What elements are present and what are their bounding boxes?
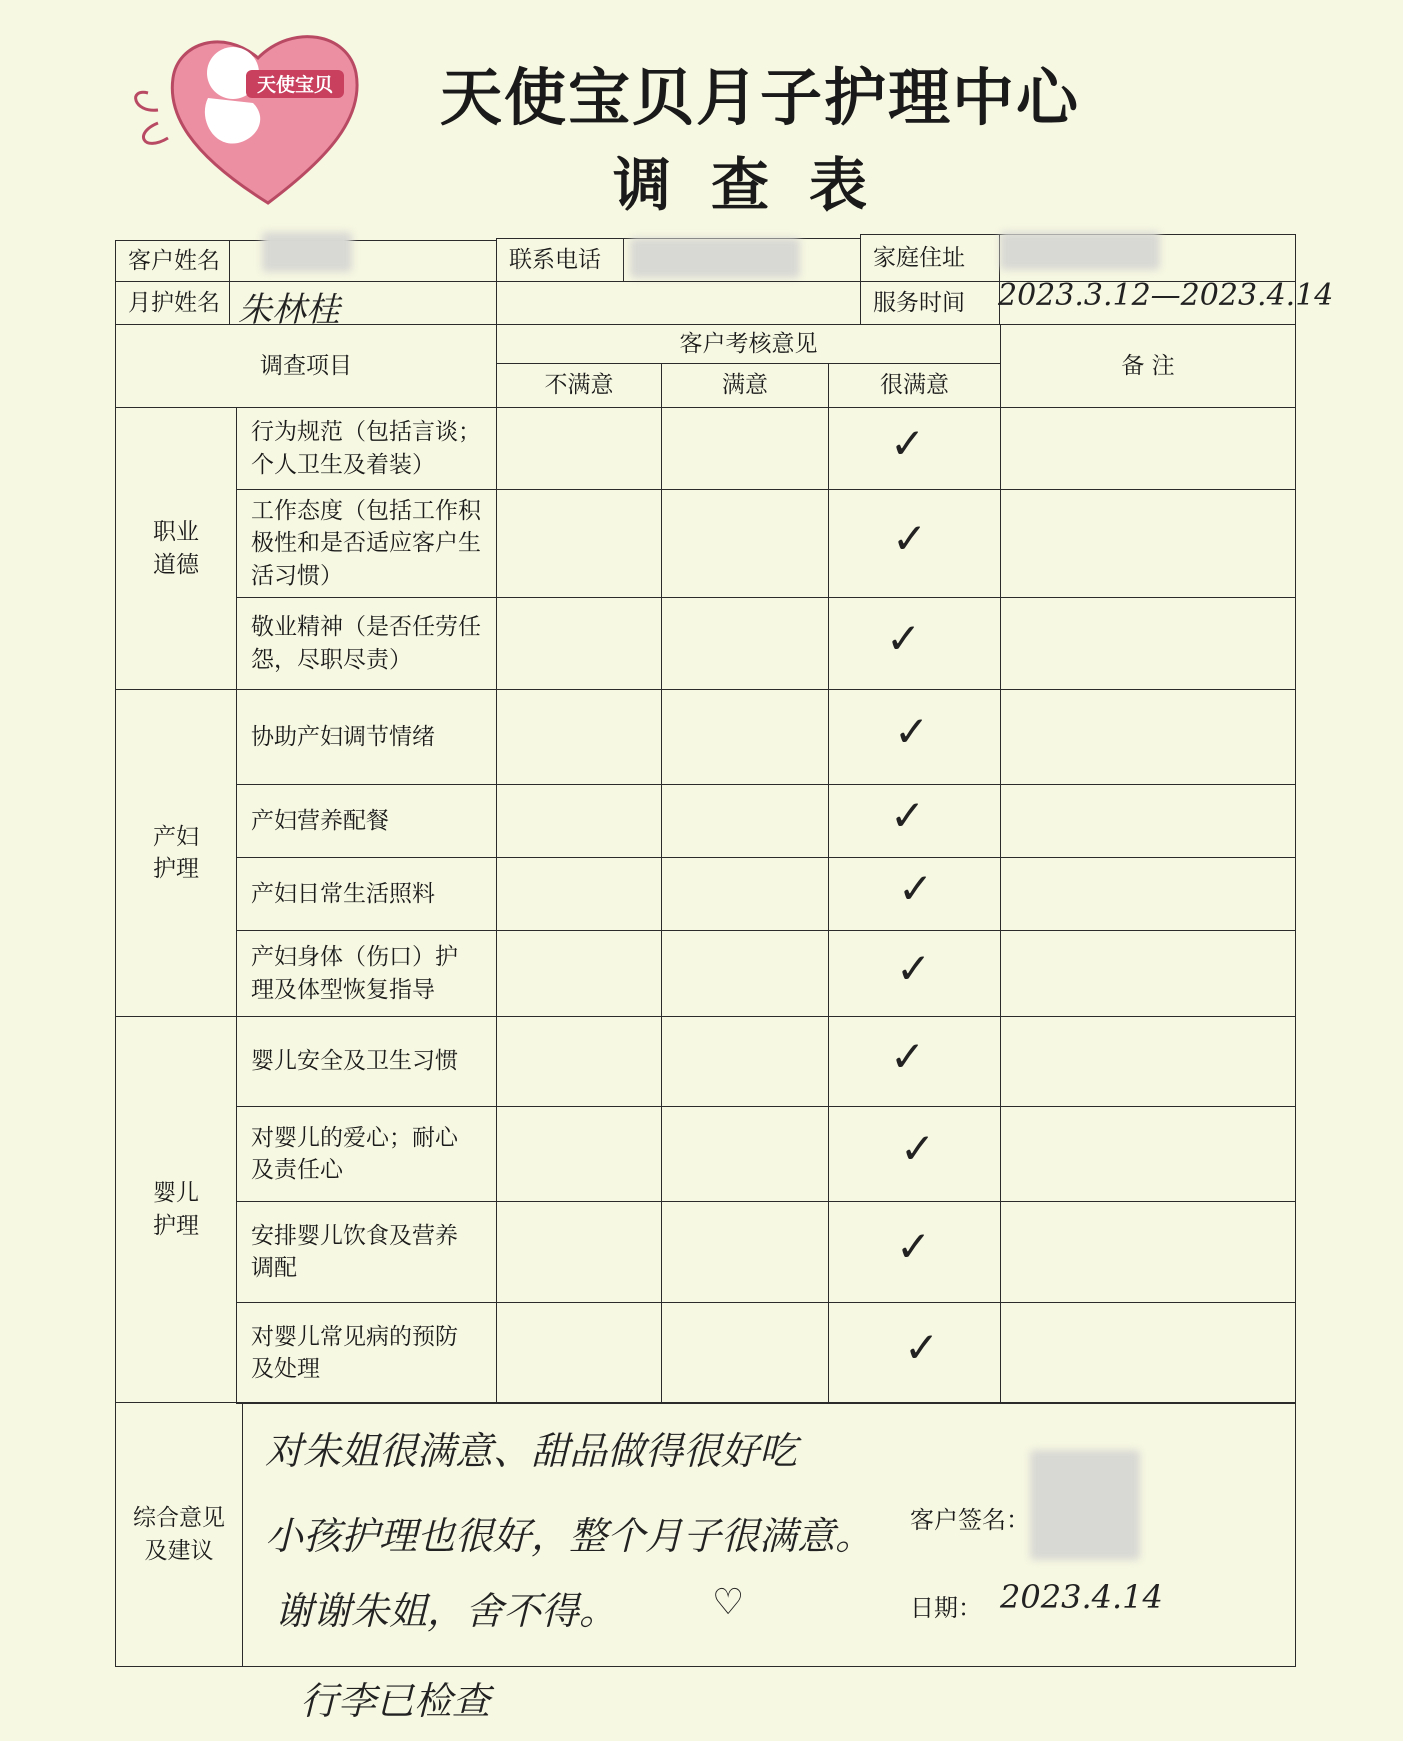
not-satisfied-cell xyxy=(496,784,662,858)
survey-item-11: 对婴儿常见病的预防 及处理 xyxy=(236,1302,497,1404)
summary-line-3: 谢谢朱姐，舍不得。 xyxy=(275,1589,618,1633)
survey-item-7: 产妇身体（伤口）护 理及体型恢复指导 xyxy=(236,930,497,1017)
satisfied-cell xyxy=(661,489,829,598)
remarks-cell xyxy=(1000,1106,1296,1202)
remarks-cell xyxy=(1000,407,1296,490)
not-satisfied-cell xyxy=(496,1201,662,1303)
address-label: 家庭住址 xyxy=(860,234,1000,282)
remarks-cell xyxy=(1000,489,1296,598)
service-time-value: 2023.3.12—2023.4.14 xyxy=(998,278,1334,313)
redacted-phone xyxy=(630,238,800,278)
not-satisfied-cell xyxy=(496,1302,662,1404)
service-time-label: 服务时间 xyxy=(860,281,1000,325)
not-satisfied-cell xyxy=(496,597,662,690)
remarks-cell xyxy=(1000,689,1296,785)
not-satisfied-cell xyxy=(496,489,662,598)
check-mark: ✓ xyxy=(892,513,928,563)
phone-label: 联系电话 xyxy=(496,238,624,282)
satisfied-cell xyxy=(661,689,829,785)
heart-logo xyxy=(128,18,398,208)
check-mark: ✓ xyxy=(896,943,932,993)
nurse-name-value: 朱林桂 xyxy=(238,290,340,330)
not-satisfied-header: 不满意 xyxy=(496,363,662,408)
date-label: 日期： xyxy=(910,1594,982,1622)
not-satisfied-cell xyxy=(496,407,662,490)
summary-line-4: 行李已检查 xyxy=(300,1679,491,1723)
survey-item-2: 工作态度（包括工作积 极性和是否适应客户生 活习惯） xyxy=(236,489,497,598)
blank-cell xyxy=(496,281,861,325)
satisfied-cell xyxy=(661,597,829,690)
satisfied-cell xyxy=(661,407,829,490)
remarks-cell xyxy=(1000,1016,1296,1107)
remarks-cell xyxy=(1000,1302,1296,1404)
page-title: 天使宝贝月子护理中心 xyxy=(439,61,1080,134)
not-satisfied-cell xyxy=(496,930,662,1017)
heart-doodle: ♡ xyxy=(712,1582,745,1623)
customer-name-label: 客户姓名 xyxy=(115,240,230,282)
category-mother-care: 产妇 护理 xyxy=(115,689,237,1017)
check-mark: ✓ xyxy=(898,864,934,913)
not-satisfied-cell xyxy=(496,1016,662,1107)
page-subtitle: 调查表 xyxy=(612,151,907,219)
not-satisfied-cell xyxy=(496,689,662,785)
summary-label: 综合意见 及建议 xyxy=(115,1402,243,1667)
survey-item-5: 产妇营养配餐 xyxy=(236,784,497,858)
check-mark: ✓ xyxy=(890,791,926,840)
satisfied-cell xyxy=(661,784,829,858)
remarks-cell xyxy=(1000,857,1296,931)
check-mark: ✓ xyxy=(886,613,922,663)
survey-item-8: 婴儿安全及卫生习惯 xyxy=(236,1016,497,1107)
signature-label: 客户签名： xyxy=(910,1506,1030,1534)
remarks-cell xyxy=(1000,597,1296,690)
very-satisfied-header: 很满意 xyxy=(828,363,1001,408)
not-satisfied-cell xyxy=(496,857,662,931)
satisfied-cell xyxy=(661,930,829,1017)
check-mark: ✓ xyxy=(894,707,930,756)
satisfied-cell xyxy=(661,857,829,931)
remarks-cell xyxy=(1000,930,1296,1017)
survey-item-3: 敬业精神（是否任劳任 怨，尽职尽责） xyxy=(236,597,497,690)
not-satisfied-cell xyxy=(496,1106,662,1202)
redacted-address xyxy=(1000,232,1160,270)
satisfied-cell xyxy=(661,1106,829,1202)
redacted-signature xyxy=(1030,1450,1140,1560)
satisfied-cell xyxy=(661,1201,829,1303)
category-baby-care: 婴儿 护理 xyxy=(115,1016,237,1403)
check-mark: ✓ xyxy=(900,1124,936,1173)
remarks-cell xyxy=(1000,784,1296,858)
opinion-header: 客户考核意见 xyxy=(496,324,1001,364)
summary-line-2: 小孩护理也很好，整个月子很满意。 xyxy=(265,1514,874,1558)
nurse-name-label: 月护姓名 xyxy=(115,281,230,325)
check-mark: ✓ xyxy=(890,418,926,468)
survey-item-9: 对婴儿的爱心；耐心 及责任心 xyxy=(236,1106,497,1202)
satisfied-header: 满意 xyxy=(661,363,829,408)
survey-item-4: 协助产妇调节情绪 xyxy=(236,689,497,785)
check-mark: ✓ xyxy=(904,1323,940,1372)
redacted-customer-name xyxy=(262,232,352,272)
satisfied-cell xyxy=(661,1302,829,1404)
check-mark: ✓ xyxy=(890,1031,926,1081)
survey-item-6: 产妇日常生活照料 xyxy=(236,857,497,931)
category-professional-ethics: 职业 道德 xyxy=(115,407,237,690)
summary-line-1: 对朱姐很满意、甜品做得很好吃 xyxy=(265,1429,798,1473)
survey-item-10: 安排婴儿饮食及营养 调配 xyxy=(236,1201,497,1303)
survey-item-header: 调查项目 xyxy=(115,324,497,408)
satisfied-cell xyxy=(661,1016,829,1107)
remarks-cell xyxy=(1000,1201,1296,1303)
date-value: 2023.4.14 xyxy=(1000,1578,1163,1616)
remarks-header: 备 注 xyxy=(1000,324,1296,408)
check-mark: ✓ xyxy=(896,1222,932,1271)
survey-item-1: 行为规范（包括言谈； 个人卫生及着装） xyxy=(236,407,497,490)
logo-text: 天使宝贝 xyxy=(256,74,334,96)
